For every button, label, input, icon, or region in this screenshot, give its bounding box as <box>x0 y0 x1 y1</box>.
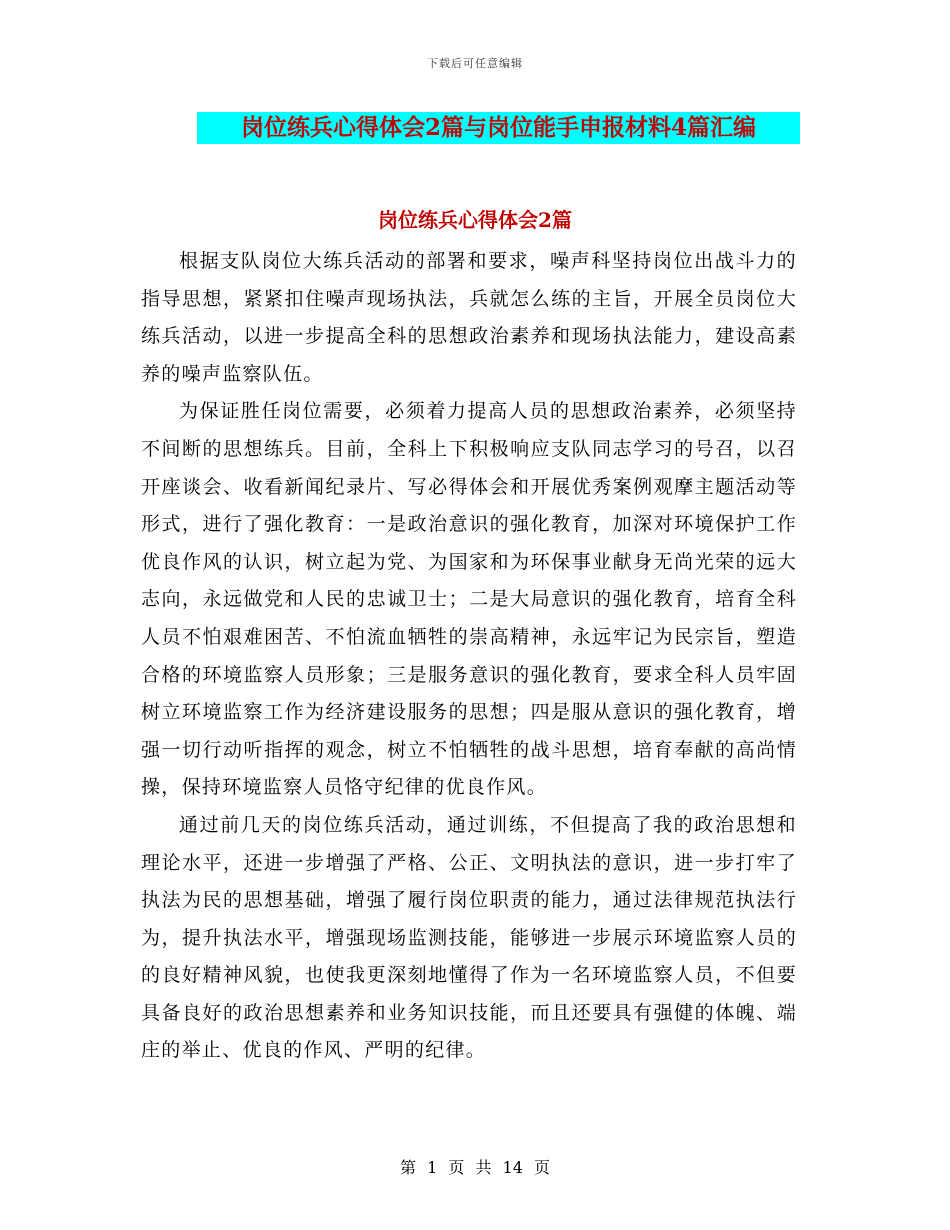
main-title: 岗位练兵心得体会2篇与岗位能手申报材料4篇汇编 <box>240 114 756 141</box>
document-body <box>141 243 797 1070</box>
page-number-footer: 第 1 页 共 14 页 <box>400 1158 550 1177</box>
body-paragraph: 根据支队岗位大练兵活动的部署和要求，噪声科坚持岗位出战斗力的指导思想，紧紧扣住噪声现场执法，兵就怎么练的主旨，开展全员岗位大练兵活动，以进一步提高全科的思想政治素养和现场执法能力，建设高素养的噪声监察队伍。 <box>141 250 797 385</box>
page-header-note: 下载后可任意编辑 <box>427 57 523 70</box>
section-title: 岗位练兵心得体会2篇 <box>378 208 572 232</box>
main-title-highlight <box>197 112 800 144</box>
body-paragraph: 通过前几天的岗位练兵活动，通过训练，不但提高了我的政治思想和理论水平，还进一步增强了严格、公正、文明执法的意识，进一步打牢了执法为民的思想基础，增强了履行岗位职责的能力，通过法律规范执法行为，提升执法水平，增强现场监测技能，能够进一步展示环境监察人员的的良好精神风貌，也使我更深刻地懂得了作为一名环境监察人员，不但要具备良好的政治思想素养和业务知识技能，而且还要具有强健的体魄、端庄的举止、优良的作风、严明的纪律。 <box>141 813 797 1062</box>
body-paragraph: 为保证胜任岗位需要，必须着力提高人员的思想政治素养，必须坚持不间断的思想练兵。目前，全科上下积极响应支队同志学习的号召，以召开座谈会、收看新闻纪录片、写必得体会和开展优秀案例观摩主题活动等形式，进行了强化教育：一是政治意识的强化教育，加深对环境保护工作优良作风的认识，树立起为党、为国家和为环保事业献身无尚光荣的远大志向，永远做党和人民的忠诚卫士；二是大局意识的强化教育，培育全科人员不怕艰难困苦、不怕流血牺牲的崇高精神，永远牢记为民宗旨，塑造合格的环境监察人员形象；三是服务意识的强化教育，要求全科人员牢固树立环境监察工作为经济建设服务的思想；四是服从意识的强化教育，增强一切行动听指挥的观念，树立不怕牺牲的战斗思想，培育奉献的高尚情操，保持环境监察人员恪守纪律的优良作风。 <box>141 400 797 799</box>
